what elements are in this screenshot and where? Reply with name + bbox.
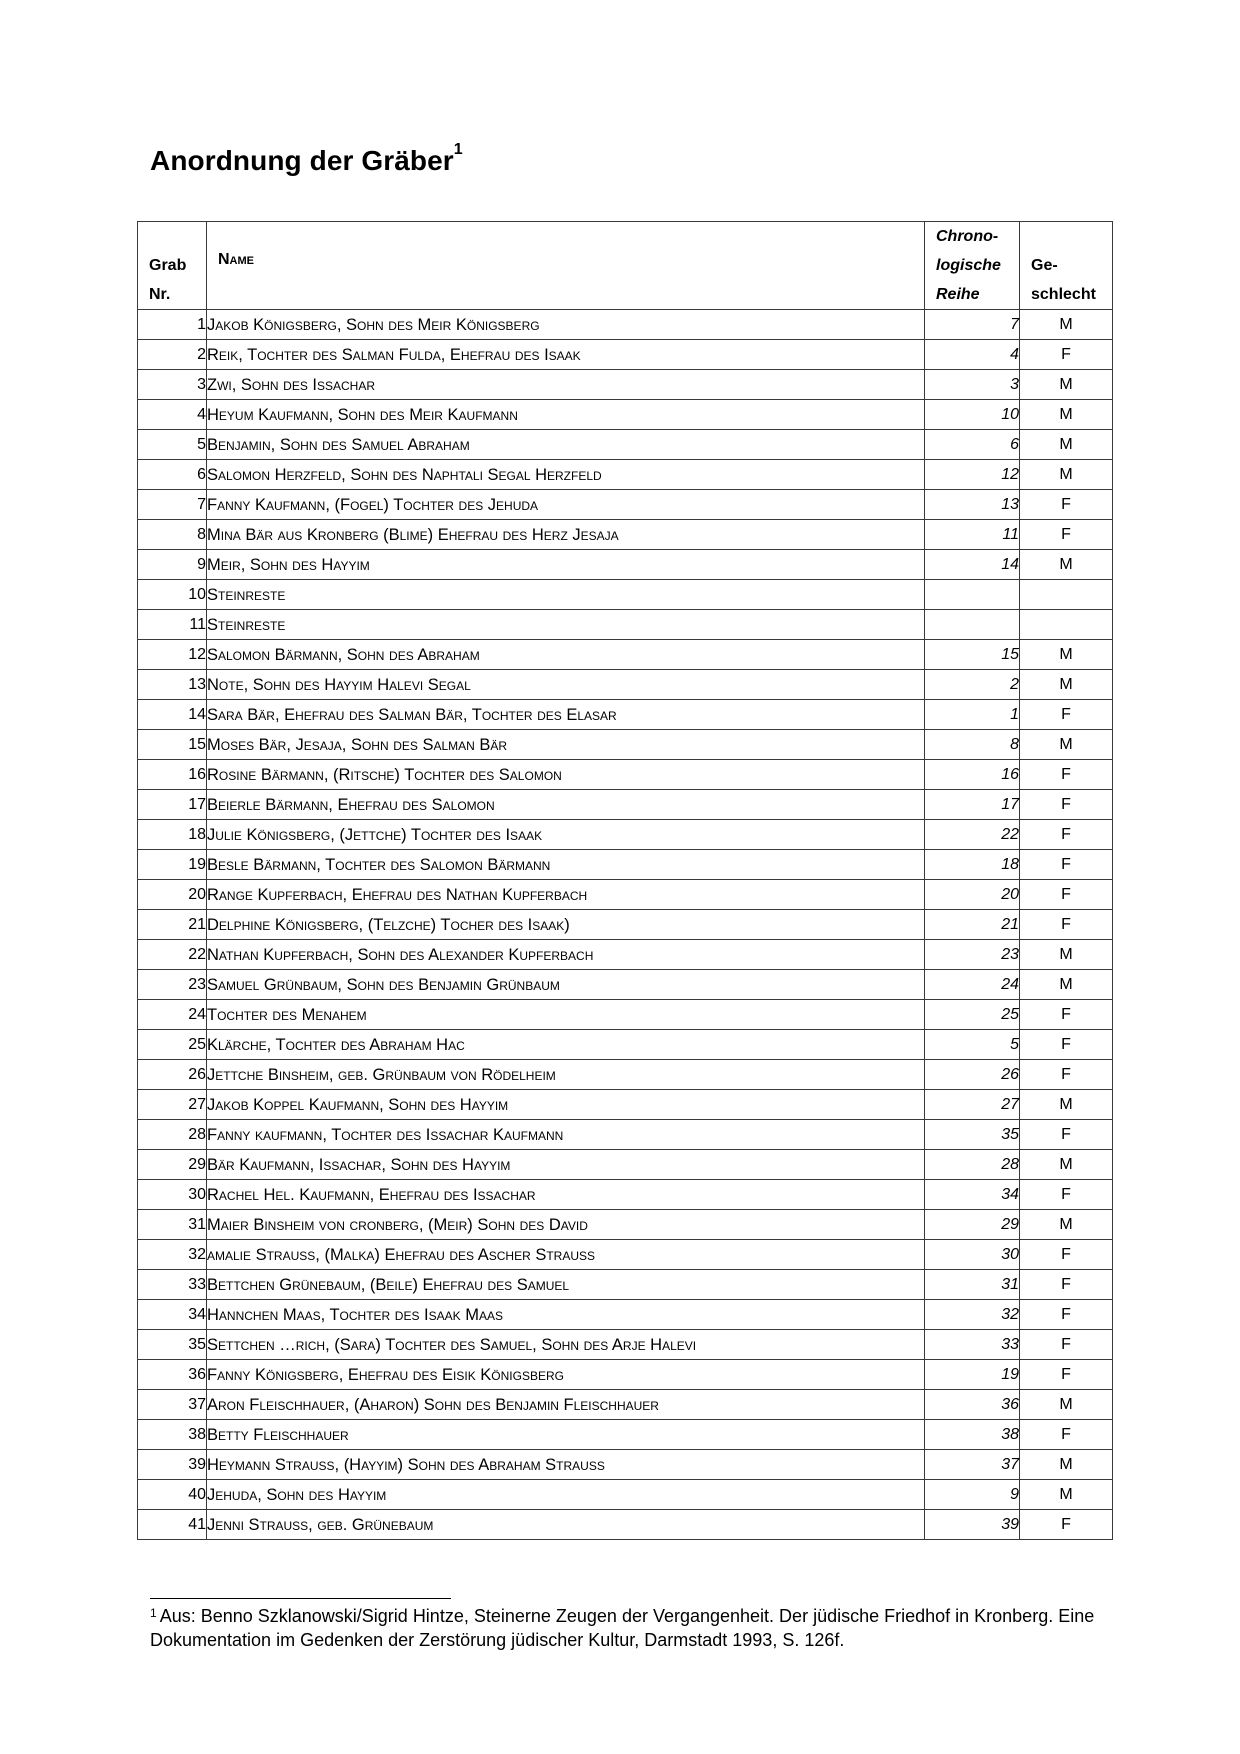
grave-number-cell: 12 [138,640,207,670]
chronological-order-cell: 34 [925,1180,1020,1210]
grave-number-cell: 1 [138,310,207,340]
chronological-order-cell: 38 [925,1420,1020,1450]
table-row [138,760,1113,790]
footnote-number: 1 [150,1606,157,1620]
grave-number-cell: 25 [138,1030,207,1060]
sex-cell: F [1020,1240,1113,1270]
sex-cell: F [1020,760,1113,790]
sex-cell: M [1020,550,1113,580]
name-cell: Betty Fleischhauer [207,1420,925,1450]
name-cell: Heyum Kaufmann, Sohn des Meir Kaufmann [207,400,925,430]
table-row [138,880,1113,910]
name-cell: Samuel Grünbaum, Sohn des Benjamin Grünbaum [207,970,925,1000]
table-row [138,850,1113,880]
name-cell: Salomon Bärmann, Sohn des Abraham [207,640,925,670]
chronological-order-cell: 36 [925,1390,1020,1420]
table-row [138,1360,1113,1390]
grave-number-cell: 6 [138,460,207,490]
chronological-order-cell: 19 [925,1360,1020,1390]
table-row [138,1420,1113,1450]
sex-cell: M [1020,940,1113,970]
header-chrono-line-2: logische [936,257,1001,274]
table-row [138,400,1113,430]
grave-number-cell: 16 [138,760,207,790]
header-sex-line-1: Ge- [1031,257,1058,274]
name-cell: amalie Strauss, (Malka) Ehefrau des Ascher Strauss [207,1240,925,1270]
chronological-order-cell: 32 [925,1300,1020,1330]
chronological-order-cell: 1 [925,700,1020,730]
sex-cell: M [1020,640,1113,670]
chronological-order-cell: 28 [925,1150,1020,1180]
sex-cell: M [1020,310,1113,340]
table-row [138,1330,1113,1360]
sex-cell: F [1020,1000,1113,1030]
chronological-order-cell: 2 [925,670,1020,700]
grave-number-cell: 28 [138,1120,207,1150]
sex-cell [1020,610,1113,640]
table-row [138,730,1113,760]
sex-cell: F [1020,910,1113,940]
chronological-order-cell: 12 [925,460,1020,490]
name-cell: Hannchen Maas, Tochter des Isaak Maas [207,1300,925,1330]
table-row [138,1000,1113,1030]
footnote-text: Aus: Benno Szklanowski/Sigrid Hintze, Steinerne Zeugen der Vergangenheit. Der jüdische Friedhof in Kronberg. Eine Dokumentation im Gedenken der Zerstörung jüdischer Kultur, Darmstadt 1993, S. 126f. [150,1606,1095,1650]
footnote-ref[interactable]: 1 [453,141,463,158]
grave-number-cell: 36 [138,1360,207,1390]
title-text: Anordnung der Gräber [150,145,454,176]
header-chrono-line-3: Reihe [936,286,980,303]
header-chronological-order [925,222,1020,310]
grave-number-cell: 21 [138,910,207,940]
chronological-order-cell: 24 [925,970,1020,1000]
header-name: Name [207,222,925,310]
name-cell: Mina Bär aus Kronberg (Blime) Ehefrau des Herz Jesaja [207,520,925,550]
sex-cell: F [1020,1360,1113,1390]
name-cell: Maier Binsheim von cronberg, (Meir) Sohn des David [207,1210,925,1240]
name-cell: Salomon Herzfeld, Sohn des Naphtali Segal Herzfeld [207,460,925,490]
chronological-order-cell: 26 [925,1060,1020,1090]
table-row [138,970,1113,1000]
grave-number-cell: 38 [138,1420,207,1450]
chronological-order-cell: 5 [925,1030,1020,1060]
sex-cell [1020,580,1113,610]
grave-number-cell: 35 [138,1330,207,1360]
chronological-order-cell: 22 [925,820,1020,850]
sex-cell: F [1020,1420,1113,1450]
sex-cell: F [1020,520,1113,550]
table-row [138,430,1113,460]
grave-number-cell: 37 [138,1390,207,1420]
grave-number-cell: 30 [138,1180,207,1210]
chronological-order-cell: 4 [925,340,1020,370]
sex-cell: M [1020,1390,1113,1420]
table-header-row [138,222,1113,310]
table-row [138,1510,1113,1540]
grave-number-cell: 10 [138,580,207,610]
table-row [138,490,1113,520]
name-cell: Delphine Königsberg, (Telzche) Tocher des Isaak) [207,910,925,940]
sex-cell: M [1020,1450,1113,1480]
grave-number-cell: 14 [138,700,207,730]
sex-cell: F [1020,1270,1113,1300]
table-row [138,1210,1113,1240]
chronological-order-cell: 6 [925,430,1020,460]
table-row [138,520,1113,550]
chronological-order-cell: 3 [925,370,1020,400]
sex-cell: F [1020,820,1113,850]
sex-cell: M [1020,1210,1113,1240]
table-row [138,1180,1113,1210]
grave-number-cell: 22 [138,940,207,970]
header-nr-line-2: Nr. [149,286,171,303]
sex-cell: M [1020,670,1113,700]
sex-cell: F [1020,1120,1113,1150]
name-cell: Benjamin, Sohn des Samuel Abraham [207,430,925,460]
header-sex-line-2: schlecht [1031,286,1096,303]
grave-number-cell: 11 [138,610,207,640]
chronological-order-cell: 7 [925,310,1020,340]
table-row [138,1480,1113,1510]
header-sex [1020,222,1113,310]
sex-cell: F [1020,880,1113,910]
sex-cell: M [1020,370,1113,400]
table-row [138,1120,1113,1150]
grave-number-cell: 9 [138,550,207,580]
graves-table [137,221,1113,1540]
table-row [138,820,1113,850]
sex-cell: M [1020,1480,1113,1510]
name-cell: Sara Bär, Ehefrau des Salman Bär, Tochter des Elasar [207,700,925,730]
chronological-order-cell: 33 [925,1330,1020,1360]
name-cell: Range Kupferbach, Ehefrau des Nathan Kupferbach [207,880,925,910]
name-cell: Steinreste [207,610,925,640]
name-cell: Meir, Sohn des Hayyim [207,550,925,580]
sex-cell: F [1020,790,1113,820]
table-row [138,1090,1113,1120]
chronological-order-cell: 13 [925,490,1020,520]
table-row [138,1030,1113,1060]
name-cell: Jakob Königsberg, Sohn des Meir Königsberg [207,310,925,340]
sex-cell: F [1020,1030,1113,1060]
chronological-order-cell [925,580,1020,610]
grave-number-cell: 23 [138,970,207,1000]
header-grave-number [138,222,207,310]
name-cell: Note, Sohn des Hayyim Halevi Segal [207,670,925,700]
table-row [138,1240,1113,1270]
name-cell: Jettche Binsheim, geb. Grünbaum von Rödelheim [207,1060,925,1090]
table-row [138,1390,1113,1420]
chronological-order-cell: 8 [925,730,1020,760]
grave-number-cell: 24 [138,1000,207,1030]
name-cell: Zwi, Sohn des Issachar [207,370,925,400]
grave-number-cell: 7 [138,490,207,520]
grave-number-cell: 33 [138,1270,207,1300]
chronological-order-cell: 31 [925,1270,1020,1300]
grave-number-cell: 31 [138,1210,207,1240]
table-row [138,1270,1113,1300]
table-row [138,1450,1113,1480]
name-cell: Julie Königsberg, (Jettche) Tochter des Isaak [207,820,925,850]
name-cell: Reik, Tochter des Salman Fulda, Ehefrau des Isaak [207,340,925,370]
table-row [138,580,1113,610]
grave-number-cell: 19 [138,850,207,880]
sex-cell: M [1020,400,1113,430]
name-cell: Jenni Strauss, geb. Grünebaum [207,1510,925,1540]
grave-number-cell: 8 [138,520,207,550]
sex-cell: M [1020,970,1113,1000]
chronological-order-cell: 17 [925,790,1020,820]
grave-number-cell: 26 [138,1060,207,1090]
name-cell: Jehuda, Sohn des Hayyim [207,1480,925,1510]
sex-cell: F [1020,1060,1113,1090]
chronological-order-cell [925,610,1020,640]
chronological-order-cell: 10 [925,400,1020,430]
table-row [138,310,1113,340]
chronological-order-cell: 20 [925,880,1020,910]
table-row [138,640,1113,670]
name-cell: Beierle Bärmann, Ehefrau des Salomon [207,790,925,820]
sex-cell: F [1020,700,1113,730]
chronological-order-cell: 29 [925,1210,1020,1240]
name-cell: Aron Fleischhauer, (Aharon) Sohn des Benjamin Fleischhauer [207,1390,925,1420]
name-cell: Nathan Kupferbach, Sohn des Alexander Kupferbach [207,940,925,970]
grave-number-cell: 15 [138,730,207,760]
name-cell: Rosine Bärmann, (Ritsche) Tochter des Salomon [207,760,925,790]
grave-number-cell: 17 [138,790,207,820]
grave-number-cell: 18 [138,820,207,850]
name-cell: Settchen …rich, (Sara) Tochter des Samuel, Sohn des Arje Halevi [207,1330,925,1360]
name-cell: Fanny kaufmann, Tochter des Issachar Kaufmann [207,1120,925,1150]
grave-number-cell: 39 [138,1450,207,1480]
table-row [138,550,1113,580]
table-row [138,1060,1113,1090]
grave-number-cell: 13 [138,670,207,700]
grave-number-cell: 2 [138,340,207,370]
sex-cell: M [1020,430,1113,460]
sex-cell: F [1020,850,1113,880]
table-row [138,790,1113,820]
page-title [150,141,463,177]
table-row [138,700,1113,730]
table-row [138,1300,1113,1330]
grave-number-cell: 29 [138,1150,207,1180]
grave-number-cell: 3 [138,370,207,400]
name-cell: Fanny Königsberg, Ehefrau des Eisik Königsberg [207,1360,925,1390]
name-cell: Besle Bärmann, Tochter des Salomon Bärmann [207,850,925,880]
table-row [138,340,1113,370]
sex-cell: F [1020,1300,1113,1330]
sex-cell: F [1020,490,1113,520]
chronological-order-cell: 37 [925,1450,1020,1480]
chronological-order-cell: 18 [925,850,1020,880]
header-nr-line-1: Grab [149,257,187,274]
chronological-order-cell: 16 [925,760,1020,790]
sex-cell: M [1020,460,1113,490]
table-row [138,670,1113,700]
grave-number-cell: 40 [138,1480,207,1510]
name-cell: Tochter des Menahem [207,1000,925,1030]
chronological-order-cell: 9 [925,1480,1020,1510]
footnote-divider [150,1598,451,1599]
grave-number-cell: 32 [138,1240,207,1270]
table-row [138,460,1113,490]
chronological-order-cell: 11 [925,520,1020,550]
name-cell: Rachel Hel. Kaufmann, Ehefrau des Issachar [207,1180,925,1210]
sex-cell: F [1020,1180,1113,1210]
footnote [150,1604,1110,1652]
chronological-order-cell: 23 [925,940,1020,970]
grave-number-cell: 27 [138,1090,207,1120]
table-row [138,1150,1113,1180]
table-row [138,370,1113,400]
grave-number-cell: 20 [138,880,207,910]
chronological-order-cell: 39 [925,1510,1020,1540]
table-row [138,910,1113,940]
table-body [138,310,1113,1540]
header-chrono-line-1: Chrono- [936,228,999,245]
name-cell: Klärche, Tochter des Abraham Hac [207,1030,925,1060]
chronological-order-cell: 25 [925,1000,1020,1030]
name-cell: Steinreste [207,580,925,610]
sex-cell: F [1020,1330,1113,1360]
grave-number-cell: 4 [138,400,207,430]
table-row [138,610,1113,640]
name-cell: Bettchen Grünebaum, (Beile) Ehefrau des Samuel [207,1270,925,1300]
sex-cell: M [1020,1090,1113,1120]
sex-cell: F [1020,340,1113,370]
chronological-order-cell: 27 [925,1090,1020,1120]
grave-number-cell: 34 [138,1300,207,1330]
chronological-order-cell: 30 [925,1240,1020,1270]
name-cell: Heymann Strauss, (Hayyim) Sohn des Abraham Strauss [207,1450,925,1480]
chronological-order-cell: 35 [925,1120,1020,1150]
name-cell: Fanny Kaufmann, (Fogel) Tochter des Jehuda [207,490,925,520]
grave-number-cell: 41 [138,1510,207,1540]
chronological-order-cell: 21 [925,910,1020,940]
sex-cell: M [1020,1150,1113,1180]
chronological-order-cell: 15 [925,640,1020,670]
sex-cell: M [1020,730,1113,760]
name-cell: Moses Bär, Jesaja, Sohn des Salman Bär [207,730,925,760]
name-cell: Jakob Koppel Kaufmann, Sohn des Hayyim [207,1090,925,1120]
sex-cell: F [1020,1510,1113,1540]
grave-number-cell: 5 [138,430,207,460]
chronological-order-cell: 14 [925,550,1020,580]
table-row [138,940,1113,970]
name-cell: Bär Kaufmann, Issachar, Sohn des Hayyim [207,1150,925,1180]
